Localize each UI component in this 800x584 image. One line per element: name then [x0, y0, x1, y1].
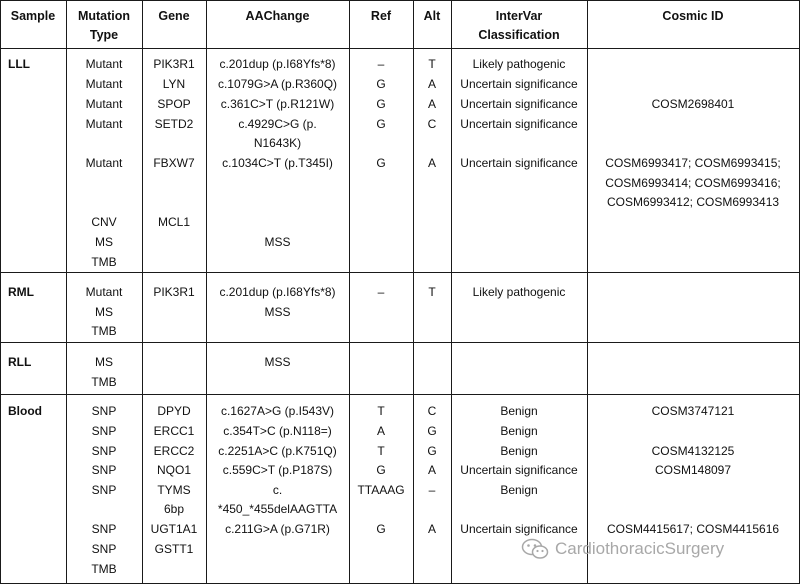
- lll-row1-type: Mutant: [85, 77, 123, 91]
- blood-row5-gene: UGT1A1: [150, 522, 198, 536]
- rll-row0-type: MS: [95, 355, 113, 369]
- rule-header: [0, 48, 800, 49]
- rll-row0-aachange: MSS: [264, 355, 291, 369]
- blood-row4-type: SNP: [91, 483, 117, 497]
- lll-row3-alt: C: [427, 117, 437, 131]
- blood-row2-class: Benign: [500, 444, 538, 458]
- rml-row0-aachange: c.201dup (p.I68Yfs*8): [219, 285, 336, 299]
- blood-row5-class: Uncertain significance: [460, 522, 578, 536]
- blood-row4-gene: TYMS: [157, 483, 191, 497]
- blood-row5-alt: A: [427, 522, 436, 536]
- blood-row4-class: Benign: [500, 483, 538, 497]
- lll-row4-gene: FBXW7: [153, 156, 195, 170]
- header-mutation-type-line2: Type: [89, 28, 119, 42]
- blood-row5-type: SNP: [91, 522, 117, 536]
- blood-row4-gene-cont: 6bp: [163, 502, 185, 516]
- header-alt: Alt: [423, 9, 441, 23]
- blood-row2-gene: ERCC2: [153, 444, 195, 458]
- lll-row4-cosmic: COSM6993417; COSM6993415;: [605, 156, 781, 170]
- lll-row0-class: Likely pathogenic: [472, 57, 566, 71]
- rml-row0-class: Likely pathogenic: [472, 285, 566, 299]
- lll-row4-type: Mutant: [85, 156, 123, 170]
- lll-row3-class: Uncertain significance: [460, 117, 578, 131]
- header-mutation-type-line1: Mutation: [77, 9, 131, 23]
- blood-row6-type: SNP: [91, 542, 117, 556]
- header-aachange: AAChange: [245, 9, 310, 23]
- lll-row2-alt: A: [427, 97, 436, 111]
- header-ref: Ref: [370, 9, 392, 23]
- blood-row1-ref: A: [376, 424, 385, 438]
- rule-rll: [0, 394, 800, 395]
- lll-row4-cosmic-cont1: COSM6993414; COSM6993416;: [605, 176, 781, 190]
- blood-row2-alt: G: [427, 444, 437, 458]
- blood-row2-aachange: c.2251A>C (p.K751Q): [218, 444, 337, 458]
- lll-row2-ref: G: [376, 97, 386, 111]
- lll-row2-class: Uncertain significance: [460, 97, 578, 111]
- lll-row4-aachange: c.1034C>T (p.T345I): [222, 156, 333, 170]
- lll-row3-aachange-cont: N1643K): [253, 136, 302, 150]
- blood-row0-aachange: c.1627A>G (p.I543V): [220, 404, 335, 418]
- lll-row3-type: Mutant: [85, 117, 123, 131]
- blood-row0-type: SNP: [91, 404, 117, 418]
- rule-top: [0, 0, 800, 1]
- blood-row5-ref: G: [376, 522, 386, 536]
- blood-row0-ref: T: [377, 404, 385, 418]
- lll-row1-class: Uncertain significance: [460, 77, 578, 91]
- lll-row4-alt: A: [427, 156, 436, 170]
- sample-blood: Blood: [8, 404, 42, 418]
- rml-row0-type: Mutant: [85, 285, 123, 299]
- lll-row2-aachange: c.361C>T (p.R121W): [220, 97, 335, 111]
- lll-row5-type: CNV: [91, 215, 117, 229]
- col-rule-0: [0, 0, 1, 584]
- blood-row3-alt: A: [427, 463, 436, 477]
- blood-row4-aachange-cont: *450_*455delAAGTTA: [217, 502, 338, 516]
- lll-row2-cosmic: COSM2698401: [651, 97, 735, 111]
- lll-row2-gene: SPOP: [157, 97, 191, 111]
- blood-row1-class: Benign: [500, 424, 538, 438]
- col-rule-7: [587, 0, 588, 584]
- blood-row3-type: SNP: [91, 463, 117, 477]
- rml-row1-aachange: MSS: [264, 305, 291, 319]
- sample-lll: LLL: [8, 57, 30, 71]
- blood-row4-alt: –: [428, 483, 436, 497]
- blood-row0-gene: DPYD: [157, 404, 191, 418]
- header-intervar-line1: InterVar: [495, 9, 543, 23]
- rll-row1-type: TMB: [91, 375, 117, 389]
- blood-row3-ref: G: [376, 463, 386, 477]
- header-cosmic-id: Cosmic ID: [662, 9, 724, 23]
- blood-row0-alt: C: [427, 404, 437, 418]
- rml-row0-alt: T: [428, 285, 436, 299]
- blood-row3-aachange: c.559C>T (p.P187S): [222, 463, 333, 477]
- lll-row0-gene: PIK3R1: [153, 57, 195, 71]
- watermark-text: CardiothoracicSurgery: [555, 539, 725, 558]
- wechat-icon: [521, 538, 549, 560]
- lll-row4-class: Uncertain significance: [460, 156, 578, 170]
- lll-row1-gene: LYN: [162, 77, 186, 91]
- lll-row0-aachange: c.201dup (p.I68Yfs*8): [219, 57, 336, 71]
- blood-row5-aachange: c.211G>A (p.G71R): [225, 522, 330, 536]
- blood-row7-type: TMB: [91, 562, 117, 576]
- lll-row4-cosmic-cont2: COSM6993412; COSM6993413: [606, 195, 780, 209]
- rml-row0-gene: PIK3R1: [153, 285, 195, 299]
- rule-rml: [0, 342, 800, 343]
- blood-row1-alt: G: [427, 424, 437, 438]
- rml-row1-type: MS: [95, 305, 113, 319]
- blood-row1-type: SNP: [91, 424, 117, 438]
- sample-rll: RLL: [8, 355, 32, 369]
- blood-row2-cosmic: COSM4132125: [651, 444, 735, 458]
- sample-rml: RML: [8, 285, 34, 299]
- blood-row1-aachange: c.354T>C (p.N118=): [223, 424, 332, 438]
- header-sample: Sample: [10, 9, 56, 23]
- blood-row5-cosmic: COSM4415617; COSM4415616: [606, 522, 780, 536]
- lll-row0-ref: –: [377, 57, 385, 71]
- lll-row1-alt: A: [427, 77, 436, 91]
- lll-row3-gene: SETD2: [154, 117, 194, 131]
- lll-row0-alt: T: [428, 57, 436, 71]
- header-intervar-line2: Classification: [478, 28, 560, 42]
- blood-row6-gene: GSTT1: [154, 542, 194, 556]
- lll-row3-aachange: c.4929C>G (p.: [238, 117, 317, 131]
- lll-row5-gene: MCL1: [157, 215, 190, 229]
- blood-row3-class: Uncertain significance: [460, 463, 578, 477]
- rml-row2-type: TMB: [91, 324, 117, 338]
- lll-row4-ref: G: [376, 156, 386, 170]
- lll-row6-aachange: MSS: [264, 235, 291, 249]
- rml-row0-ref: –: [377, 285, 385, 299]
- lll-row0-type: Mutant: [85, 57, 123, 71]
- blood-row2-ref: T: [377, 444, 385, 458]
- blood-row3-gene: NQO1: [156, 463, 191, 477]
- lll-row6-type: MS: [95, 235, 113, 249]
- lll-row3-ref: G: [376, 117, 386, 131]
- lll-row1-aachange: c.1079G>A (p.R360Q): [217, 77, 338, 91]
- lll-row2-type: Mutant: [85, 97, 123, 111]
- blood-row1-gene: ERCC1: [153, 424, 195, 438]
- header-gene: Gene: [158, 9, 190, 23]
- blood-row3-cosmic: COSM148097: [654, 463, 732, 477]
- blood-row4-aachange: c.: [272, 483, 283, 497]
- blood-row4-ref: TTAAAG: [357, 483, 405, 497]
- blood-row0-cosmic: COSM3747121: [651, 404, 735, 418]
- watermark: [521, 536, 724, 562]
- lll-row1-ref: G: [376, 77, 386, 91]
- blood-row2-type: SNP: [91, 444, 117, 458]
- rule-lll: [0, 272, 800, 273]
- lll-row7-type: TMB: [91, 255, 117, 269]
- blood-row0-class: Benign: [500, 404, 538, 418]
